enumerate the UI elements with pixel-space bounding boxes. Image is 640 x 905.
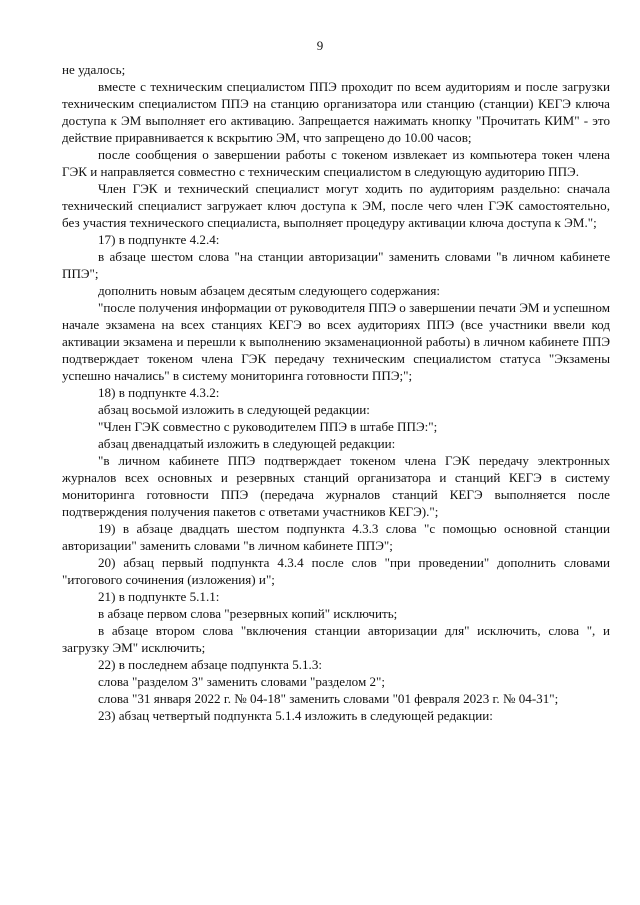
paragraph: слова "31 января 2022 г. № 04-18" заменить словами "01 февраля 2023 г. № 04-31"; xyxy=(98,691,559,706)
paragraph: 23) абзац четвертый подпункта 5.1.4 изложить в следующей редакции: xyxy=(98,708,493,723)
paragraph: "в личном кабинете ППЭ подтверждает токеном члена ГЭК передачу электронных журналов всех основных и резервных станций организатора и станций КЕГЭ в систему мониторинга готовности ППЭ (передача журналов станций КЕГЭ выполняется после подтверждения получения пакетов с ответами участников КЕГЭ)."; xyxy=(62,453,610,519)
paragraph: 17) в подпункте 4.2.4: xyxy=(98,232,220,247)
paragraph: Член ГЭК и технический специалист могут ходить по аудиториям раздельно: сначала технический специалист загружает ключ доступа к ЭМ, после чего член ГЭК самостоятельно, без участия технического специалиста, выполняет процедуру активации ключа доступа к ЭМ."; xyxy=(62,181,610,230)
paragraph: в абзаце втором слова "включения станции авторизации для" исключить, слова ", и загрузку ЭМ" исключить; xyxy=(62,623,610,655)
paragraph: не удалось; xyxy=(62,62,126,77)
paragraph: абзац двенадцатый изложить в следующей редакции: xyxy=(98,436,396,451)
paragraph: 22) в последнем абзаце подпункта 5.1.3: xyxy=(98,657,323,672)
paragraph: в абзаце первом слова "резервных копий" исключить; xyxy=(98,606,398,621)
paragraph: 18) в подпункте 4.3.2: xyxy=(98,385,220,400)
paragraph: 19) в абзаце двадцать шестом подпункта 4.3.3 слова "с помощью основной станции авторизации" заменить словами "в личном кабинете ППЭ"; xyxy=(62,521,610,553)
paragraph: после сообщения о завершении работы с токеном извлекает из компьютера токен члена ГЭК и направляется совместно с техническим специалистом в следующую аудиторию ППЭ. xyxy=(62,147,610,179)
paragraph: вместе с техническим специалистом ППЭ проходит по всем аудиториям и после загрузки техническим специалистом ППЭ на станцию организатора или станцию (станции) КЕГЭ ключа доступа к ЭМ выполняет его активацию. Запрещается нажимать кнопку "Прочитать КИМ" - это действие приравнивается к вскрытию ЭМ, что запрещено до 10.00 часов; xyxy=(62,79,610,145)
document-body xyxy=(62,61,610,724)
page-number: 9 xyxy=(316,38,324,53)
paragraph: "Член ГЭК совместно с руководителем ППЭ в штабе ППЭ:"; xyxy=(98,419,438,434)
paragraph: в абзаце шестом слова "на станции авторизации" заменить словами "в личном кабинете ППЭ"; xyxy=(62,249,610,281)
paragraph: 20) абзац первый подпункта 4.3.4 после слов "при проведении" дополнить словами "итогового сочинения (изложения) и"; xyxy=(62,555,610,587)
paragraph: абзац восьмой изложить в следующей редакции: xyxy=(98,402,370,417)
paragraph: 21) в подпункте 5.1.1: xyxy=(98,589,220,604)
paragraph: "после получения информации от руководителя ППЭ о завершении печати ЭМ и успешном начале экзамена на всех станциях КЕГЭ во всех аудиториях ППЭ (все участники ввели код активации экзамена и перешли к выполнению экзаменационной работы) в личном кабинете ППЭ подтверждает токеном члена ГЭК передачу техническим специалистом статуса "Экзамены успешно начались" в систему мониторинга готовности ППЭ;"; xyxy=(62,300,610,383)
paragraph: слова "разделом 3" заменить словами "разделом 2"; xyxy=(98,674,386,689)
paragraph: дополнить новым абзацем десятым следующего содержания: xyxy=(98,283,441,298)
